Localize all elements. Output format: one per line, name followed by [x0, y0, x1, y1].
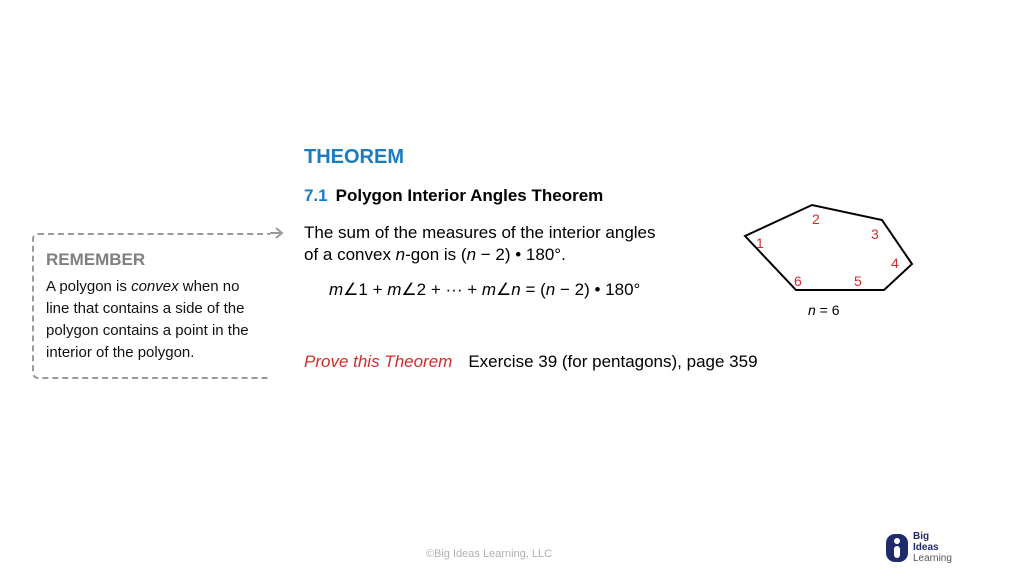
formula-n: n — [511, 280, 521, 299]
formula-n: n — [545, 280, 556, 299]
logo-wordmark — [913, 531, 952, 564]
hexagon-shape — [745, 205, 912, 290]
remember-text-part: when no line that contains a side of the polygon contains a point in the interior of the polygon. — [46, 278, 249, 361]
formula-part: ∠1 + — [343, 280, 388, 299]
formula-part: ∠2 + ··· + — [401, 280, 482, 299]
hexagon-figure — [740, 200, 920, 322]
vertex-label-1: 1 — [756, 235, 764, 251]
remember-text-emphasis: convex — [131, 278, 179, 295]
variable-n: n — [466, 245, 477, 264]
statement-text: -gon is ( — [405, 245, 467, 264]
angle-sum-formula — [329, 280, 640, 300]
exercise-reference: Exercise 39 (for pentagons), page 359 — [468, 352, 758, 371]
prove-theorem-label: Prove this Theorem — [304, 352, 453, 371]
statement-text: − 2) • 180°. — [476, 245, 566, 264]
remember-text-part: A polygon is — [46, 278, 132, 295]
statement-text: of a convex — [304, 245, 396, 264]
statement-line-1: The sum of the measures of the interior angles — [304, 223, 656, 242]
caption-variable: n — [808, 302, 816, 318]
formula-m: m — [387, 280, 402, 299]
logo-line-2: Ideas — [913, 542, 939, 553]
remember-text — [46, 276, 266, 364]
proof-reference — [304, 352, 758, 372]
remember-heading: REMEMBER — [46, 250, 146, 269]
vertex-label-2: 2 — [812, 211, 820, 227]
callout-arrow-icon — [268, 226, 288, 242]
figure-caption — [808, 302, 840, 318]
theorem-statement — [304, 222, 724, 266]
theorem-number: 7.1 — [304, 186, 328, 205]
vertex-label-6: 6 — [794, 273, 802, 289]
formula-part: − 2) • 180° — [555, 280, 641, 299]
variable-n: n — [395, 245, 406, 264]
formula-m: m — [481, 280, 497, 299]
theorem-heading: THEOREM — [304, 146, 404, 168]
logo-line-1: Big — [913, 531, 930, 542]
copyright-footer: ©Big Ideas Learning, LLC — [425, 548, 553, 560]
logo-line-3: Learning — [913, 553, 952, 564]
vertex-label-4: 4 — [891, 255, 899, 271]
big-ideas-logo-icon — [884, 530, 910, 564]
statement-line-2 — [304, 244, 724, 266]
formula-part: ∠ — [496, 280, 512, 299]
vertex-label-3: 3 — [871, 226, 879, 242]
caption-value: = 6 — [815, 302, 840, 318]
theorem-name: Polygon Interior Angles Theorem — [335, 186, 604, 205]
formula-part: = ( — [520, 280, 546, 299]
vertex-label-5: 5 — [854, 273, 862, 289]
theorem-title — [304, 186, 603, 206]
formula-m: m — [329, 280, 344, 299]
